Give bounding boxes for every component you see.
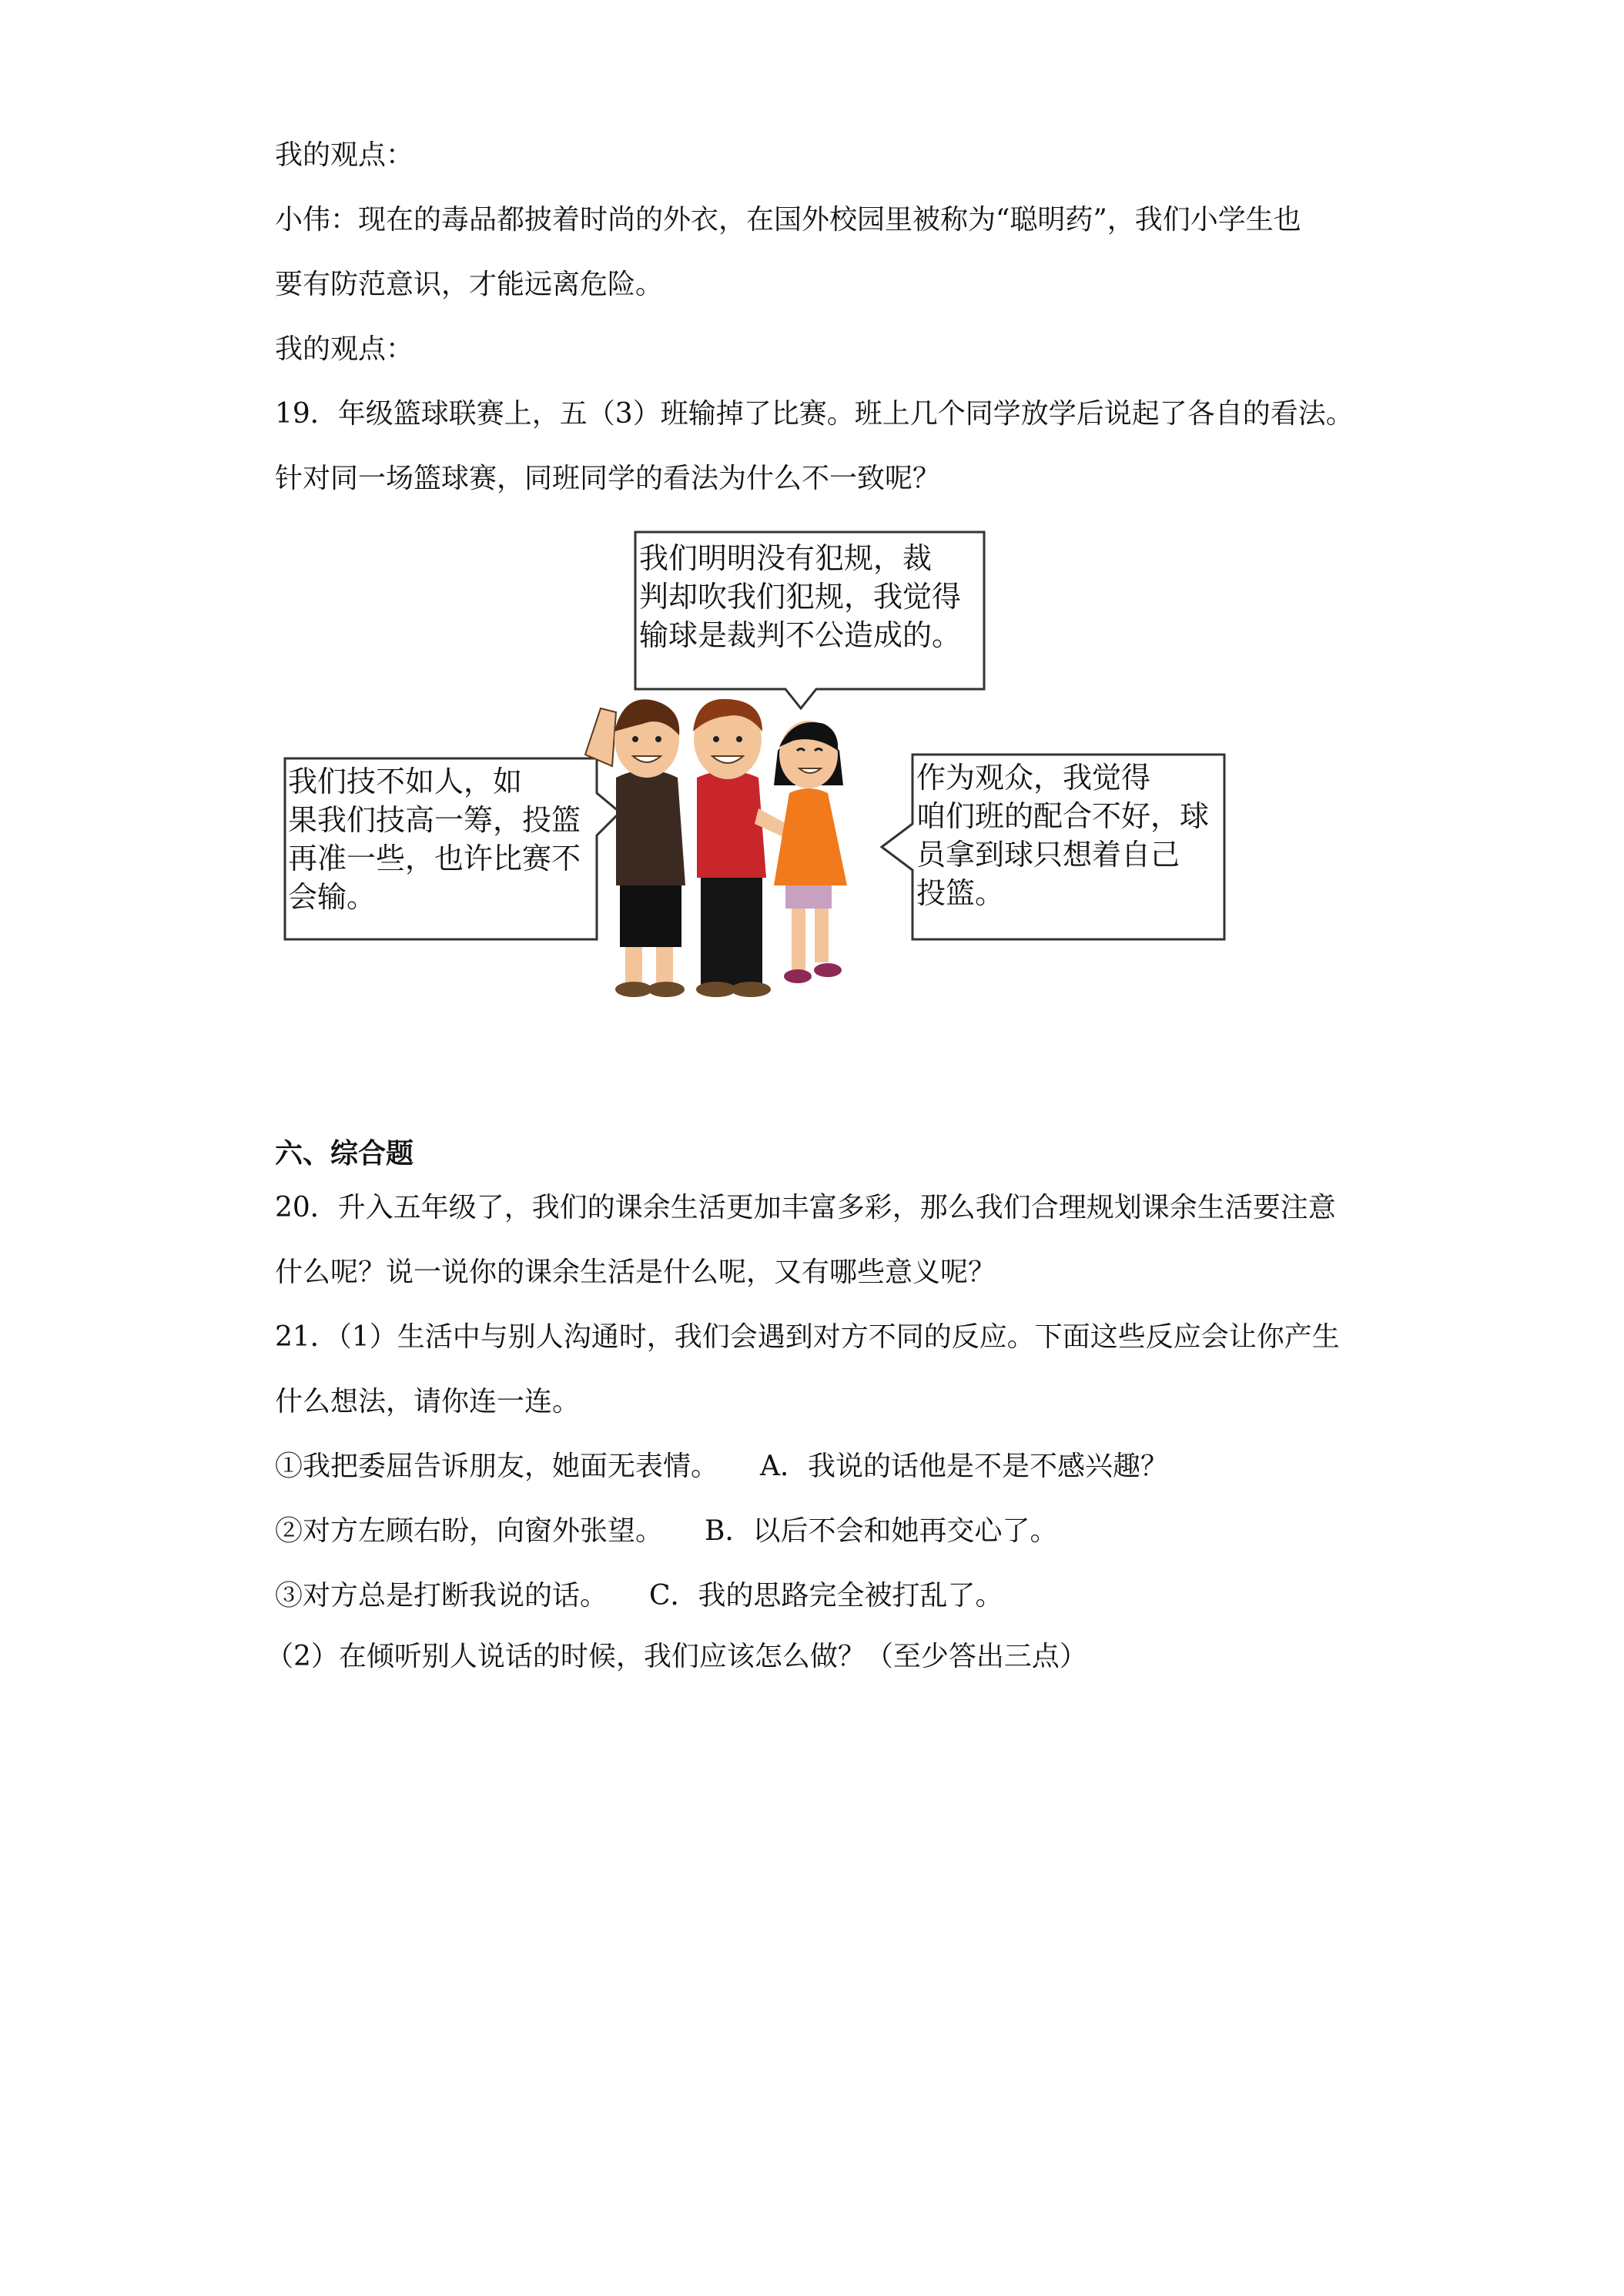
match-item-2: ②对方左顾右盼，向窗外张望。 B．以后不会和她再交心了。 [275, 1515, 1058, 1547]
girl-orange-dress [774, 721, 847, 983]
line-xiaowei-1: 小伟：现在的毒品都披着时尚的外衣，在国外校园里被称为“聪明药”，我们小学生也 [275, 204, 1301, 236]
left-bubble-line: 会输。 [288, 880, 377, 914]
question-20-line-2: 什么呢？说一说你的课余生活是什么呢，又有哪些意义呢？ [275, 1257, 996, 1288]
left-bubble-line: 果我们技高一筹，投篮 [288, 803, 581, 837]
line-my-view-1: 我的观点： [275, 139, 414, 171]
question-21-part-2: （2）在倾听别人说话的时候，我们应该怎么做？（至少答出三点） [266, 1641, 1087, 1672]
right-bubble-line: 作为观众，我觉得 [916, 761, 1151, 795]
left-bubble-text [288, 762, 581, 916]
top-bubble-text [639, 539, 961, 654]
top-bubble-line: 判却吹我们犯规，我觉得 [639, 580, 962, 614]
match-item-1: ①我把委屈告诉朋友，她面无表情。 A．我说的话他是不是不感兴趣？ [275, 1451, 1168, 1482]
question-19-line-2: 针对同一场篮球赛，同班同学的看法为什么不一致呢？ [275, 463, 941, 494]
question-19-line-1: 19．年级篮球联赛上，五（3）班输掉了比赛。班上几个同学放学后说起了各自的看法。 [275, 398, 1354, 430]
match-item-3: ③对方总是打断我说的话。 C．我的思路完全被打乱了。 [275, 1580, 1003, 1612]
right-bubble-line: 咱们班的配合不好，球 [916, 799, 1210, 833]
question-20-line-1: 20．升入五年级了，我们的课余生活更加丰富多彩，那么我们合理规划课余生活要注意 [275, 1192, 1336, 1223]
boy-waving [585, 699, 685, 997]
top-bubble-line: 我们明明没有犯规，裁 [639, 541, 933, 575]
right-bubble-line: 投篮。 [916, 876, 1005, 910]
section-6-heading: 六、综合题 [275, 1138, 414, 1170]
left-bubble-line: 再准一些，也许比赛不 [288, 842, 581, 875]
three-students-clipart [570, 693, 955, 1001]
left-bubble-line: 我们技不如人，如 [288, 765, 523, 798]
line-xiaowei-2: 要有防范意识，才能远离危险。 [275, 269, 664, 300]
line-my-view-2: 我的观点： [275, 333, 414, 365]
basketball-discussion-illustration [277, 524, 1247, 1001]
question-21-line-1: 21．（1）生活中与别人沟通时，我们会遇到对方不同的反应。下面这些反应会让你产生 [275, 1321, 1340, 1353]
right-bubble-text [916, 758, 1209, 912]
right-bubble-line: 员拿到球只想着自己 [916, 838, 1180, 872]
top-bubble-line: 输球是裁判不公造成的。 [639, 618, 962, 652]
question-21-line-2: 什么想法，请你连一连。 [275, 1386, 581, 1417]
